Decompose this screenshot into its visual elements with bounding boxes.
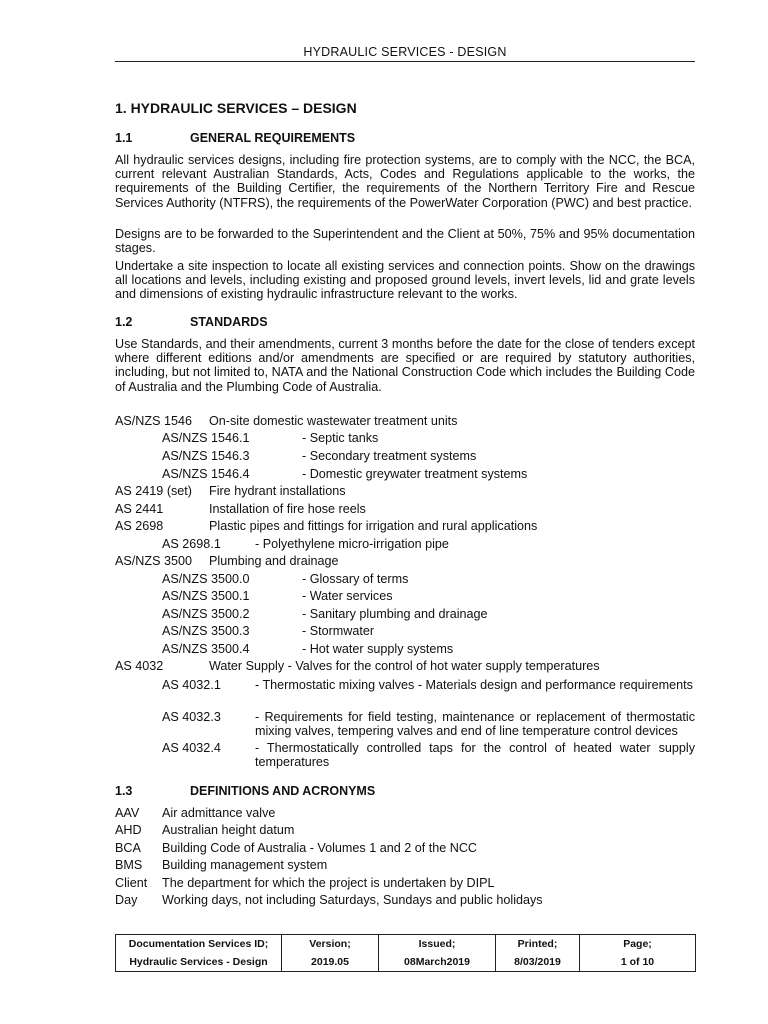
standard-code: AS/NZS 1546.4 [162,467,250,481]
definition-desc: The department for which the project is undertaken by DIPL [162,876,495,890]
footer-header-cell: Documentation Services ID; [116,935,282,954]
definition-row [115,858,695,875]
definition-desc: Air admittance valve [162,806,276,820]
footer-value-cell: 8/03/2019 [496,953,580,972]
standard-desc: - Hot water supply systems [302,642,454,656]
footer-header-cell: Issued; [379,935,496,954]
standard-desc: - Secondary treatment systems [302,449,477,463]
definition-row [115,841,695,858]
definition-desc: Building management system [162,858,328,872]
standard-desc: Plastic pipes and fittings for irrigation and rural applications [209,519,538,533]
footer-value-cell: Hydraulic Services - Design [116,953,282,972]
footer-header-cell: Printed; [496,935,580,954]
footer-header-row [116,935,696,954]
standard-code: AS 4032.1 [162,678,221,692]
definition-term: BMS [115,858,143,872]
running-header: HYDRAULIC SERVICES - DESIGN [115,45,695,62]
standard-desc: - Requirements for field testing, maintenance or replacement of thermostatic mixing valves, tempering valves and end of line temperature control devices [255,710,695,739]
standard-code: AS/NZS 1546 [115,414,193,428]
section-heading-general-requirements [115,131,355,145]
paragraph: Undertake a site inspection to locate all existing services and connection points. Show on the drawings all locations and levels, including existing and proposed ground levels, invert levels, lid and grate levels and dimensions of existing hydraulic infrastructure relevant to the works. [115,259,695,302]
standard-code: AS/NZS 3500.4 [162,642,250,656]
standard-code: AS 2698 [115,519,164,533]
standard-desc: - Water services [302,589,393,603]
footer-value-cell: 1 of 10 [580,953,696,972]
footer-header-cell: Version; [282,935,379,954]
standard-code: AS 4032.3 [162,710,221,724]
section-title: DEFINITIONS AND ACRONYMS [190,784,376,798]
footer-value-cell: 08March2019 [379,953,496,972]
standard-desc: - Polyethylene micro-irrigation pipe [255,537,449,551]
paragraph: Use Standards, and their amendments, current 3 months before the date for the close of tenders except where different editions and/or amendments are specified or are required by statutory authorities, including, but not limited to, NATA and the National Construction Code which includes the Building Code of Australia and the Plumbing Code of Australia. [115,337,695,394]
standard-desc: On-site domestic wastewater treatment units [209,414,458,428]
section-number: 1.2 [115,315,133,329]
section-title: GENERAL REQUIREMENTS [190,131,356,145]
standard-code: AS 2441 [115,502,164,516]
definition-desc: Building Code of Australia - Volumes 1 and 2 of the NCC [162,841,478,855]
definition-term: BCA [115,841,141,855]
definition-term: AAV [115,806,140,820]
definition-term: Day [115,893,138,907]
standard-desc: Water Supply - Valves for the control of hot water supply temperatures [209,659,600,673]
standard-code: AS/NZS 1546.1 [162,431,250,445]
definition-row [115,876,695,893]
footer-value-row [116,953,696,972]
standard-code: AS/NZS 3500 [115,554,193,568]
standard-desc: - Thermostatic mixing valves - Materials design and performance requirements [255,678,693,692]
section-heading-definitions [115,784,375,798]
definition-row [115,823,695,840]
section-number: 1.1 [115,131,133,145]
paragraph: All hydraulic services designs, including fire protection systems, are to comply with the NCC, the BCA, current relevant Australian Standards, Acts, Codes and Regulations applicable to the works, the requirements of the Building Certifier, the requirements of the Northern Territory Fire and Rescue Services Authority (NTFRS), the requirements of the PowerWater Corporation (PWC) and best practice. [115,153,695,210]
standard-desc: Fire hydrant installations [209,484,346,498]
standard-desc: - Glossary of terms [302,572,409,586]
section-heading-standards [115,315,268,329]
standard-code: AS/NZS 3500.0 [162,572,250,586]
standard-code: AS 2698.1 [162,537,221,551]
definition-row [115,806,695,823]
standard-desc: Installation of fire hose reels [209,502,366,516]
definition-desc: Australian height datum [162,823,295,837]
paragraph: Designs are to be forwarded to the Superintendent and the Client at 50%, 75% and 95% documentation stages. [115,227,695,256]
standard-desc: - Domestic greywater treatment systems [302,467,528,481]
standard-code: AS 4032.4 [162,741,221,755]
standard-code: AS/NZS 3500.2 [162,607,250,621]
footer-header-cell: Page; [580,935,696,954]
standard-desc: - Thermostatically controlled taps for the control of heated water supply temperatures [255,741,695,770]
standard-desc: - Stormwater [302,624,375,638]
section-title: STANDARDS [190,315,268,329]
page-title: 1. HYDRAULIC SERVICES – DESIGN [115,100,357,116]
standard-code: AS/NZS 3500.3 [162,624,250,638]
definition-term: Client [115,876,148,890]
standard-code: AS/NZS 3500.1 [162,589,250,603]
footer-value-cell: 2019.05 [282,953,379,972]
standard-desc: Plumbing and drainage [209,554,339,568]
standard-desc: - Sanitary plumbing and drainage [302,607,488,621]
standard-code: AS 2419 (set) [115,484,193,498]
definition-desc: Working days, not including Saturdays, Sundays and public holidays [162,893,543,907]
definition-term: AHD [115,823,142,837]
standard-code: AS 4032 [115,659,164,673]
definition-row [115,893,695,910]
standard-desc: - Septic tanks [302,431,379,445]
standard-code: AS/NZS 1546.3 [162,449,250,463]
section-number: 1.3 [115,784,133,798]
document-footer-table [115,934,696,972]
